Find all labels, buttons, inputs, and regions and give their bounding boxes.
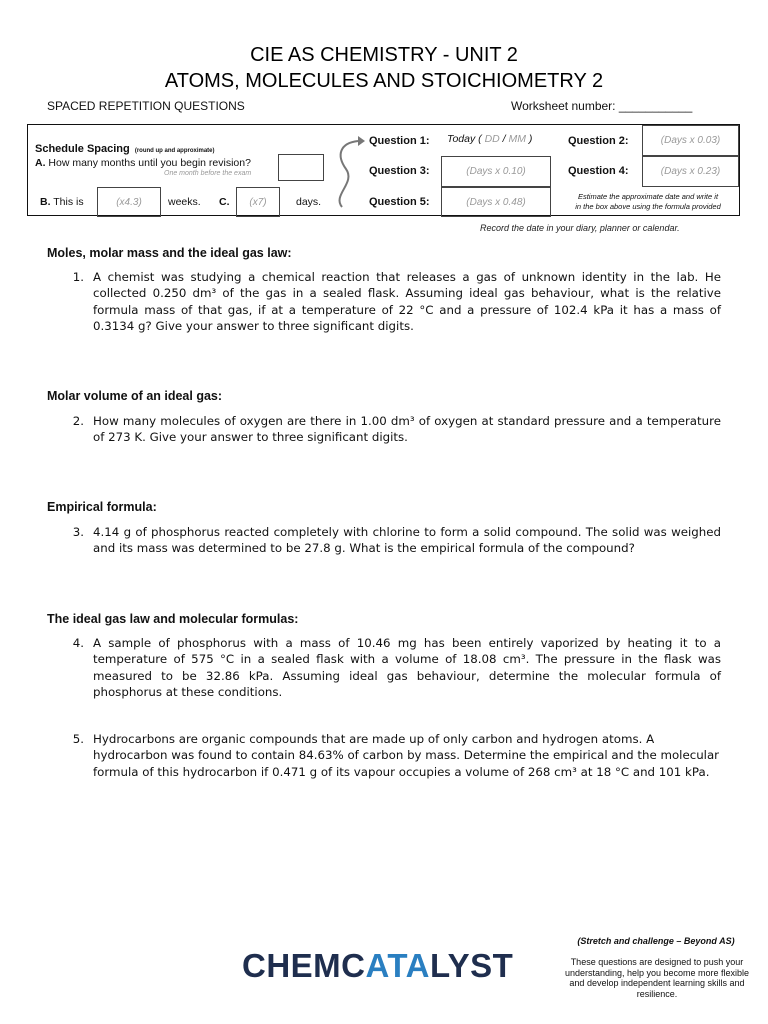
question-5-label: Question 5: — [369, 196, 430, 208]
question-number: 1. — [72, 270, 84, 284]
question-4-date-box[interactable]: (Days x 0.23) — [642, 156, 739, 187]
record-note: Record the date in your diary, planner or calendar. — [480, 223, 680, 233]
question-text: A chemist was studying a chemical reaction that releases a gas of unknown identity in the lab. He collected 0.250 dm³ of the gas in a sealed flask. Assuming ideal gas behaviour, what is the relative formula mass of that gas, if at a temperature of 22 °C and a pressure of 102.4 kPa it has a mass of 0.3134 g? Give your answer to three significant digits. — [93, 270, 721, 334]
worksheet-number-field[interactable]: Worksheet number: ___________ — [511, 99, 693, 113]
spaced-repetition-label: SPACED REPETITION QUESTIONS — [47, 99, 245, 113]
days-label: days. — [296, 196, 322, 208]
section-heading: The ideal gas law and molecular formulas: — [47, 612, 299, 626]
today-date-field[interactable]: Today ( DD / MM ) — [447, 133, 533, 145]
question-3-label: Question 3: — [369, 165, 430, 177]
question-4-label: Question 4: — [568, 165, 629, 177]
days-input-box[interactable]: (x7) — [236, 187, 280, 217]
question-number: 2. — [72, 414, 84, 428]
page-title-line1: CIE AS CHEMISTRY - UNIT 2 — [250, 44, 518, 66]
question-text: How many molecules of oxygen are there in 1.00 dm³ of oxygen at standard pressure and a temperature of 273 K. Give your answer to three significant digits. — [93, 414, 721, 445]
weeks-label: weeks. — [168, 196, 201, 208]
question-5-date-box[interactable]: (Days x 0.48) — [441, 187, 551, 217]
section-heading: Empirical formula: — [47, 500, 157, 514]
question-3-date-box[interactable]: (Days x 0.10) — [441, 156, 551, 187]
question-text: A sample of phosphorus with a mass of 10.46 mg has been entirely vaporized by heating it to a temperature of 575 °C in a sealed flask with a volume of 18.08 cm³. The pressure in the flask was measured to be 32.86 kPa. Assuming ideal gas behaviour, determine the molecular formula of phosphorus at these conditions. — [93, 636, 721, 700]
stretch-description: These questions are designed to push your understanding, help you become more flexible and develop independent learning skills and resilience. — [564, 957, 750, 999]
question-2-date-box[interactable]: (Days x 0.03) — [642, 125, 739, 156]
question-a: A. How many months until you begin revision? — [35, 157, 251, 169]
question-item — [68, 731, 721, 780]
section-heading: Molar volume of an ideal gas: — [47, 389, 223, 403]
question-item — [68, 269, 721, 335]
question-item — [68, 413, 721, 446]
question-2-label: Question 2: — [568, 135, 629, 147]
schedule-title: Schedule Spacing (round up and approximate) — [35, 143, 215, 155]
estimate-instruction: Estimate the approximate date and write it in the box above using the formula provided — [575, 192, 721, 211]
stretch-challenge-label: (Stretch and challenge – Beyond AS) — [577, 936, 735, 946]
question-number: 4. — [72, 636, 84, 650]
curved-arrow-icon — [328, 129, 366, 209]
months-input-box[interactable] — [278, 154, 324, 181]
question-text: 4.14 g of phosphorus reacted completely with chlorine to form a solid compound. The solid was weighed and its mass was determined to be 27.8 g. What is the empirical formula of the compound? — [93, 525, 721, 556]
weeks-input-box[interactable]: (x4.3) — [97, 187, 161, 217]
question-number: 5. — [72, 732, 84, 746]
question-item — [68, 524, 721, 557]
question-item — [68, 635, 721, 701]
b-label: B. This is — [40, 196, 84, 208]
question-number: 3. — [72, 525, 84, 539]
question-1-label: Question 1: — [369, 135, 430, 147]
question-text: Hydrocarbons are organic compounds that are made up of only carbon and hydrogen atoms. A hydrocarbon was found to contain 84.63% of carbon by mass. Determine the empirical and the molecular formula of this hydrocarbon if 0.471 g of its vapour occupies a volume of 268 cm³ at 18 °C and 101 kPa. — [93, 732, 720, 779]
chemcatalyst-logo: CHEMCATALYST — [242, 947, 514, 984]
a-hint: One month before the exam — [164, 170, 252, 177]
section-heading: Moles, molar mass and the ideal gas law: — [47, 246, 292, 260]
page-title-line2: ATOMS, MOLECULES AND STOICHIOMETRY 2 — [164, 70, 604, 92]
schedule-spacing-box — [27, 124, 740, 216]
c-label: C. — [219, 196, 230, 208]
